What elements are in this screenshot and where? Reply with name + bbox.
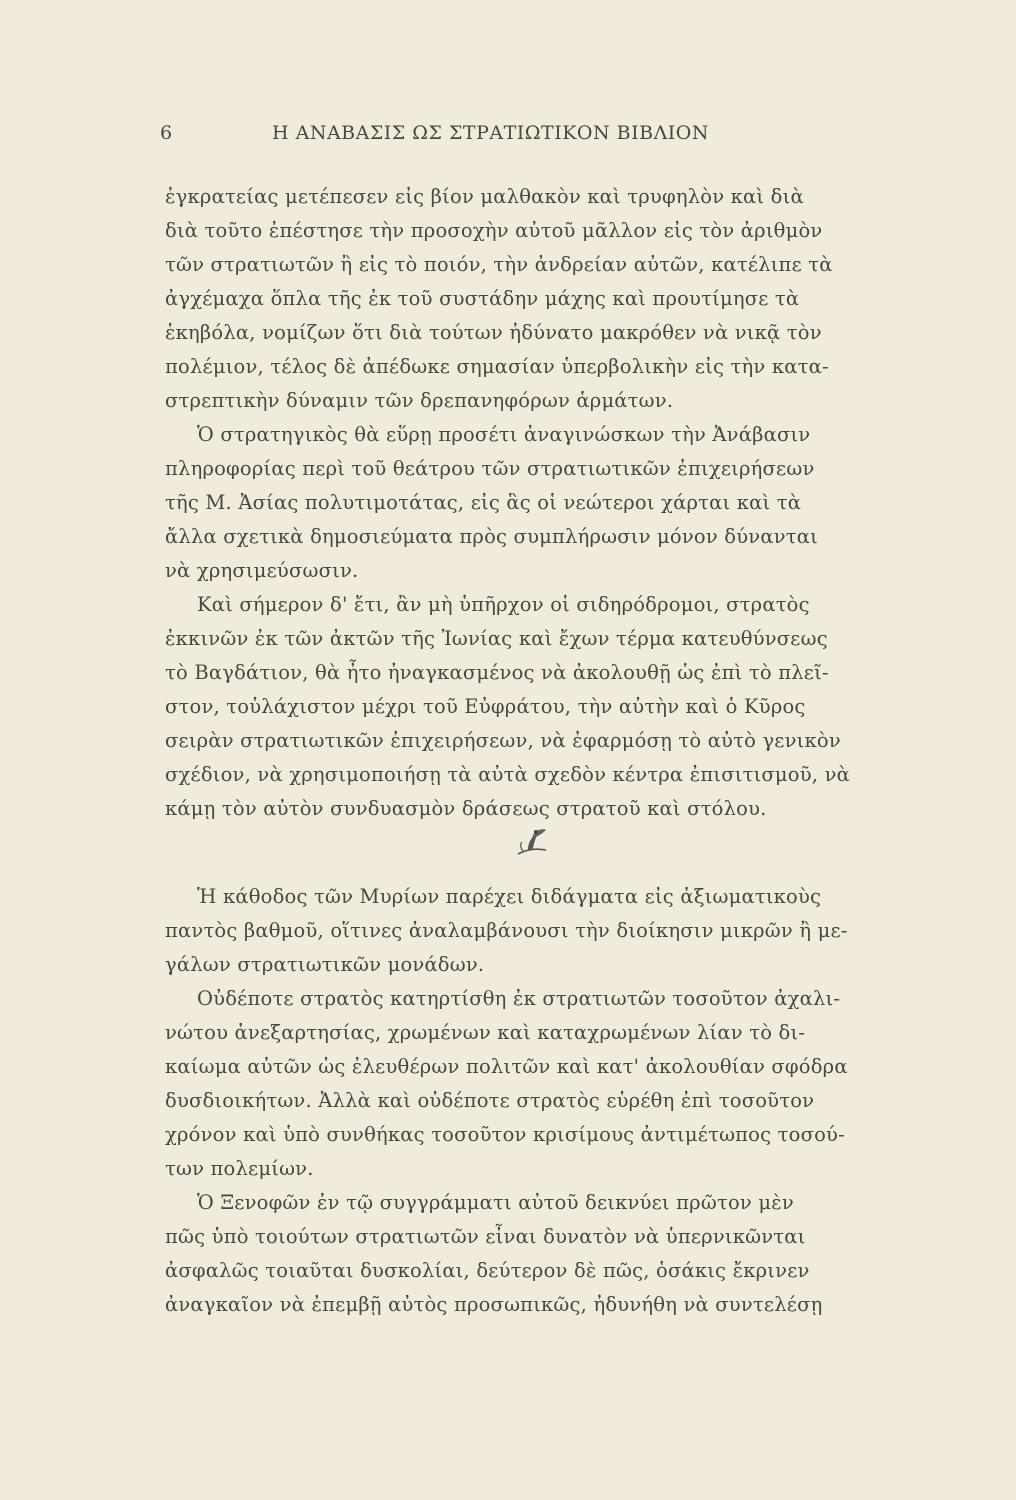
text-line: ἀγχέμαχα ὅπλα τῆς ἐκ τοῦ συστάδην μάχης καὶ προυτίμησε τὰ: [165, 287, 800, 310]
floral-vignette-icon: [512, 820, 552, 860]
page-header: [160, 122, 860, 152]
section-two-text: [165, 880, 903, 1322]
running-title: Η ΑΝΑΒΑΣΙΣ ΩΣ ΣΤΡΑΤΙΩΤΙΚΟΝ ΒΙΒΛΙΟΝ: [272, 122, 710, 144]
text-line: παντὸς βαθμοῦ, οἵτινες ἀναλαμβάνουσι τὴν διοίκησιν μικρῶν ἢ με-: [165, 919, 848, 942]
text-line: των πολεμίων.: [165, 1157, 314, 1180]
text-line: Ὁ στρατηγικὸς θὰ εὕρῃ προσέτι ἀναγινώσκων τὴν Ἀνάβασιν: [197, 423, 811, 446]
text-line: Οὐδέποτε στρατὸς κατηρτίσθη ἐκ στρατιωτῶν τοσοῦτον ἀχαλι-: [197, 987, 841, 1010]
text-line: τὸ Βαγδάτιον, θὰ ἦτο ἠναγκασμένος νὰ ἀκολουθῇ ὡς ἐπὶ τὸ πλεῖ-: [165, 661, 829, 684]
text-line: νώτου ἀνεξαρτησίας, χρωμένων καὶ καταχρωμένων λίαν τὸ δι-: [165, 1021, 806, 1044]
text-line: Καὶ σήμερον δ' ἔτι, ἂν μὴ ὑπῆρχον οἱ σιδηρόδρομοι, στρατὸς: [197, 593, 810, 616]
text-line: πληροφορίας περὶ τοῦ θεάτρου τῶν στρατιωτικῶν ἐπιχειρήσεων: [165, 457, 815, 480]
text-line: ἐκκινῶν ἐκ τῶν ἀκτῶν τῆς Ἰωνίας καὶ ἔχων τέρμα κατευθύνσεως: [165, 627, 828, 650]
text-line: διὰ τοῦτο ἐπέστησε τὴν προσοχὴν αὐτοῦ μᾶλλον εἰς τὸν ἀριθμὸν: [165, 219, 823, 242]
text-line: ἀναγκαῖον νὰ ἐπεμβῇ αὐτὸς προσωπικῶς, ἠδυνήθη νὰ συντελέσῃ: [165, 1293, 823, 1316]
text-line: Ὁ Ξενοφῶν ἐν τῷ συγγράμματι αὐτοῦ δεικνύει πρῶτον μὲν: [197, 1191, 794, 1214]
text-line: χρόνον καὶ ὑπὸ συνθήκας τοσοῦτον κρισίμους ἀντιμέτωπος τοσού-: [165, 1123, 845, 1146]
text-line: γάλων στρατιωτικῶν μονάδων.: [165, 953, 485, 976]
text-line: ἑκηβόλα, νομίζων ὅτι διὰ τούτων ἠδύνατο μακρόθεν νὰ νικᾷ τὸν: [165, 321, 822, 344]
text-line: πῶς ὑπὸ τοιούτων στρατιωτῶν εἶναι δυνατὸν νὰ ὑπερνικῶνται: [165, 1225, 806, 1248]
text-line: ἀσφαλῶς τοιαῦται δυσκολίαι, δεύτερον δὲ πῶς, ὁσάκις ἔκρινεν: [165, 1259, 810, 1282]
text-line: τῆς Μ. Ἀσίας πολυτιμοτάτας, εἰς ἃς οἱ νεώτεροι χάρται καὶ τὰ: [165, 491, 802, 514]
text-line: νὰ χρησιμεύσωσιν.: [165, 559, 359, 582]
text-line: ἐγκρατείας μετέπεσεν εἰς βίον μαλθακὸν καὶ τρυφηλὸν καὶ διὰ: [165, 185, 804, 208]
text-line: κάμῃ τὸν αὐτὸν συνδυασμὸν δράσεως στρατοῦ καὶ στόλου.: [165, 797, 767, 820]
text-line: σειρὰν στρατιωτικῶν ἐπιχειρήσεων, νὰ ἐφαρμόσῃ τὸ αὐτὸ γενικὸν: [165, 729, 841, 752]
text-line: καίωμα αὐτῶν ὡς ἐλευθέρων πολιτῶν καὶ κατ' ἀκολουθίαν σφόδρα: [165, 1055, 848, 1078]
text-line: δυσδιοικήτων. Ἀλλὰ καὶ οὐδέποτε στρατὸς εὑρέθη ἐπὶ τοσοῦτον: [165, 1089, 815, 1112]
text-line: στον, τοὐλάχιστον μέχρι τοῦ Εὐφράτου, τὴν αὐτὴν καὶ ὁ Κῦρος: [165, 695, 806, 718]
text-line: τῶν στρατιωτῶν ἢ εἰς τὸ ποιόν, τὴν ἀνδρείαν αὐτῶν, κατέλιπε τὰ: [165, 253, 833, 276]
section-one-text: [165, 180, 903, 826]
text-line: στρεπτικὴν δύναμιν τῶν δρεπανηφόρων ἁρμάτων.: [165, 389, 674, 412]
page-number: 6: [160, 122, 173, 144]
text-line: Ἡ κάθοδος τῶν Μυρίων παρέχει διδάγματα εἰς ἀξιωματικοὺς: [197, 885, 822, 908]
text-line: ἄλλα σχετικὰ δημοσιεύματα πρὸς συμπλήρωσιν μόνον δύνανται: [165, 525, 818, 548]
text-line: σχέδιον, νὰ χρησιμοποιήσῃ τὰ αὐτὰ σχεδὸν κέντρα ἐπισιτισμοῦ, νὰ: [165, 763, 851, 786]
text-line: πολέμιον, τέλος δὲ ἀπέδωκε σημασίαν ὑπερβολικὴν εἰς τὴν κατα-: [165, 355, 829, 378]
